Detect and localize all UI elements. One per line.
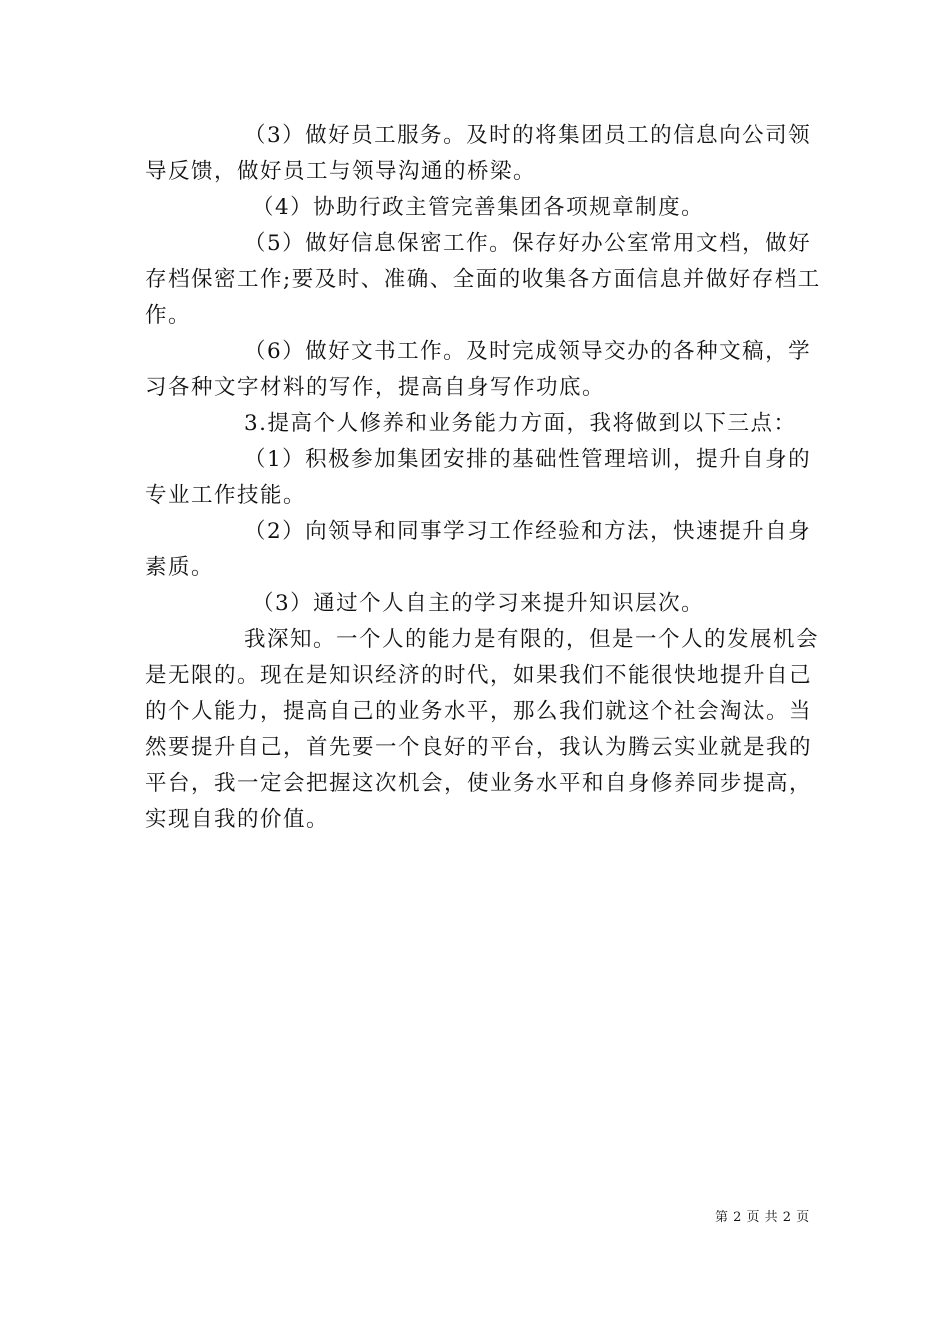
paragraph-sub-1-training: [145, 442, 810, 514]
paragraph-line: （3）通过个人自主的学习来提升知识层次。: [252, 591, 705, 616]
paragraph-line: 作。: [145, 303, 192, 328]
paragraph-line: （5）做好信息保密工作。保存好办公室常用文档，做好: [244, 231, 812, 256]
paragraph-sub-3-selfstudy: [145, 586, 810, 622]
paragraph-item-4-rules: [145, 190, 810, 226]
paragraph-line: 我深知。一个人的能力是有限的，但是一个人的发展机会: [244, 627, 820, 652]
paragraph-line: 是无限的。现在是知识经济的时代，如果我们不能很快地提升自己: [145, 663, 813, 688]
section-heading: [145, 406, 810, 442]
paragraph-line: 然要提升自己，首先要一个良好的平台，我认为腾云实业就是我的: [145, 735, 813, 760]
paragraph-line: （6）做好文书工作。及时完成领导交办的各种文稿，学: [244, 339, 812, 364]
page-number-footer: 第 2 页 共 2 页: [715, 1210, 810, 1225]
paragraph-line: 习各种文字材料的写作，提高自身写作功底。: [145, 375, 606, 400]
paragraph-closing: [145, 622, 820, 838]
paragraph-line: 平台，我一定会把握这次机会，使业务水平和自身修养同步提高，: [145, 771, 813, 796]
paragraph-item-3-service: [145, 118, 810, 190]
paragraph-line: （4）协助行政主管完善集团各项规章制度。: [252, 195, 705, 220]
paragraph-line: 素质。: [145, 555, 215, 580]
document-body: [145, 118, 821, 838]
paragraph-line: 3.提高个人修养和业务能力方面，我将做到以下三点：: [244, 411, 797, 436]
paragraph-sub-2-learn: [145, 514, 810, 586]
paragraph-item-5-confidential: [145, 226, 821, 334]
paragraph-item-6-writing: [145, 334, 810, 406]
paragraph-line: （3）做好员工服务。及时的将集团员工的信息向公司领: [244, 123, 812, 148]
paragraph-line: 实现自我的价值。: [145, 807, 330, 832]
paragraph-line: （1）积极参加集团安排的基础性管理培训，提升自身的: [244, 447, 812, 472]
paragraph-line: 的个人能力，提高自己的业务水平，那么我们就这个社会淘汰。当: [145, 699, 813, 724]
paragraph-line: 专业工作技能。: [145, 483, 307, 508]
paragraph-line: 存档保密工作;要及时、准确、全面的收集各方面信息并做好存档工: [145, 267, 821, 292]
paragraph-line: （2）向领导和同事学习工作经验和方法，快速提升自身: [244, 519, 812, 544]
paragraph-line: 导反馈，做好员工与领导沟通的桥梁。: [145, 159, 537, 184]
